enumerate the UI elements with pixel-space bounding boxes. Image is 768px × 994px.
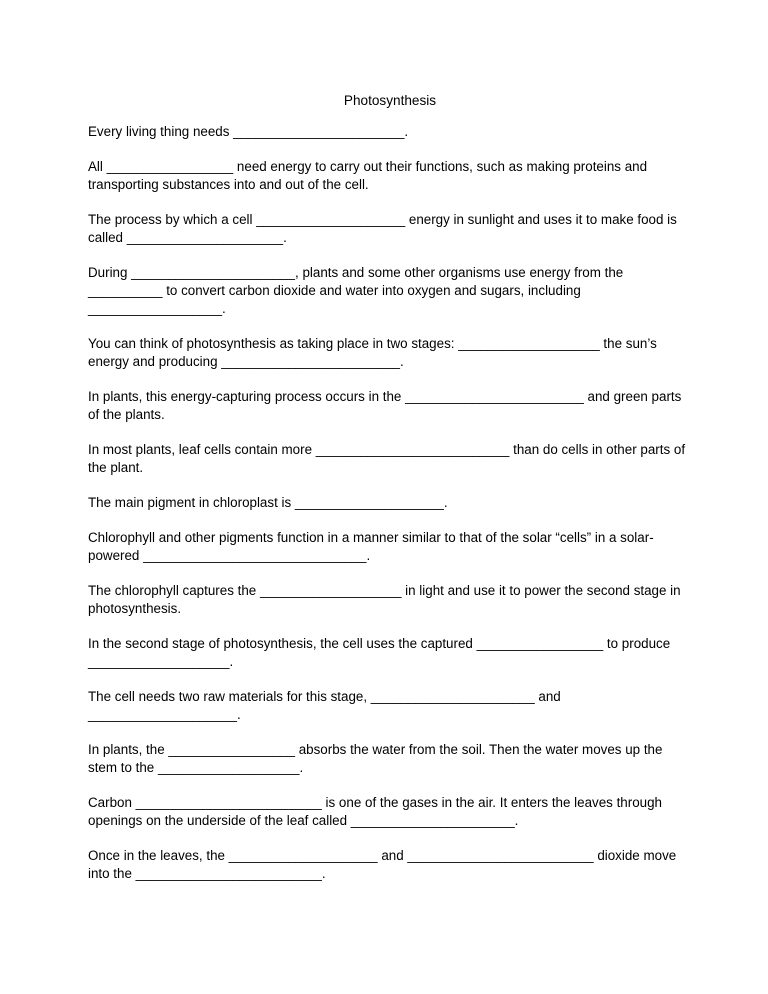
question-1: Every living thing needs _______________________. (88, 124, 409, 139)
question-15: Once in the leaves, the ____________________ and _________________________ dioxide move into the _________________________. (88, 848, 677, 881)
question-7: In most plants, leaf cells contain more __________________________ than do cells in other parts of the plant. (88, 442, 686, 475)
question-6: In plants, this energy-capturing process occurs in the ________________________ and green parts of the plants. (88, 389, 682, 422)
question-12: The cell needs two raw materials for this stage, ______________________ and ____________________. (88, 689, 561, 722)
question-14: Carbon _________________________ is one of the gases in the air. It enters the leaves through openings on the underside of the leaf called ______________________. (88, 795, 663, 828)
question-5: You can think of photosynthesis as taking place in two stages: ___________________ the sun’s energy and producing ________________________. (88, 336, 657, 369)
question-8: The main pigment in chloroplast is ____________________. (88, 495, 448, 510)
question-4: During ______________________, plants and some other organisms use energy from the __________ to convert carbon dioxide and water into oxygen and sugars, including __________________. (88, 265, 624, 316)
question-9: Chlorophyll and other pigments function in a manner similar to that of the solar “cells” in a solar-powered ______________________________. (88, 530, 654, 563)
question-13: In plants, the _________________ absorbs the water from the soil. Then the water moves up the stem to the ___________________. (88, 742, 663, 775)
question-10: The chlorophyll captures the ___________________ in light and use it to power the second stage in photosynthesis. (88, 583, 681, 616)
page-title: Photosynthesis (343, 93, 437, 108)
question-11: In the second stage of photosynthesis, the cell uses the captured _________________ to produce ___________________. (88, 636, 671, 669)
question-2: All _________________ need energy to carry out their functions, such as making proteins and transporting substances into and out of the cell. (88, 159, 648, 192)
question-3: The process by which a cell ____________________ energy in sunlight and uses it to make food is called _____________________. (88, 212, 677, 245)
